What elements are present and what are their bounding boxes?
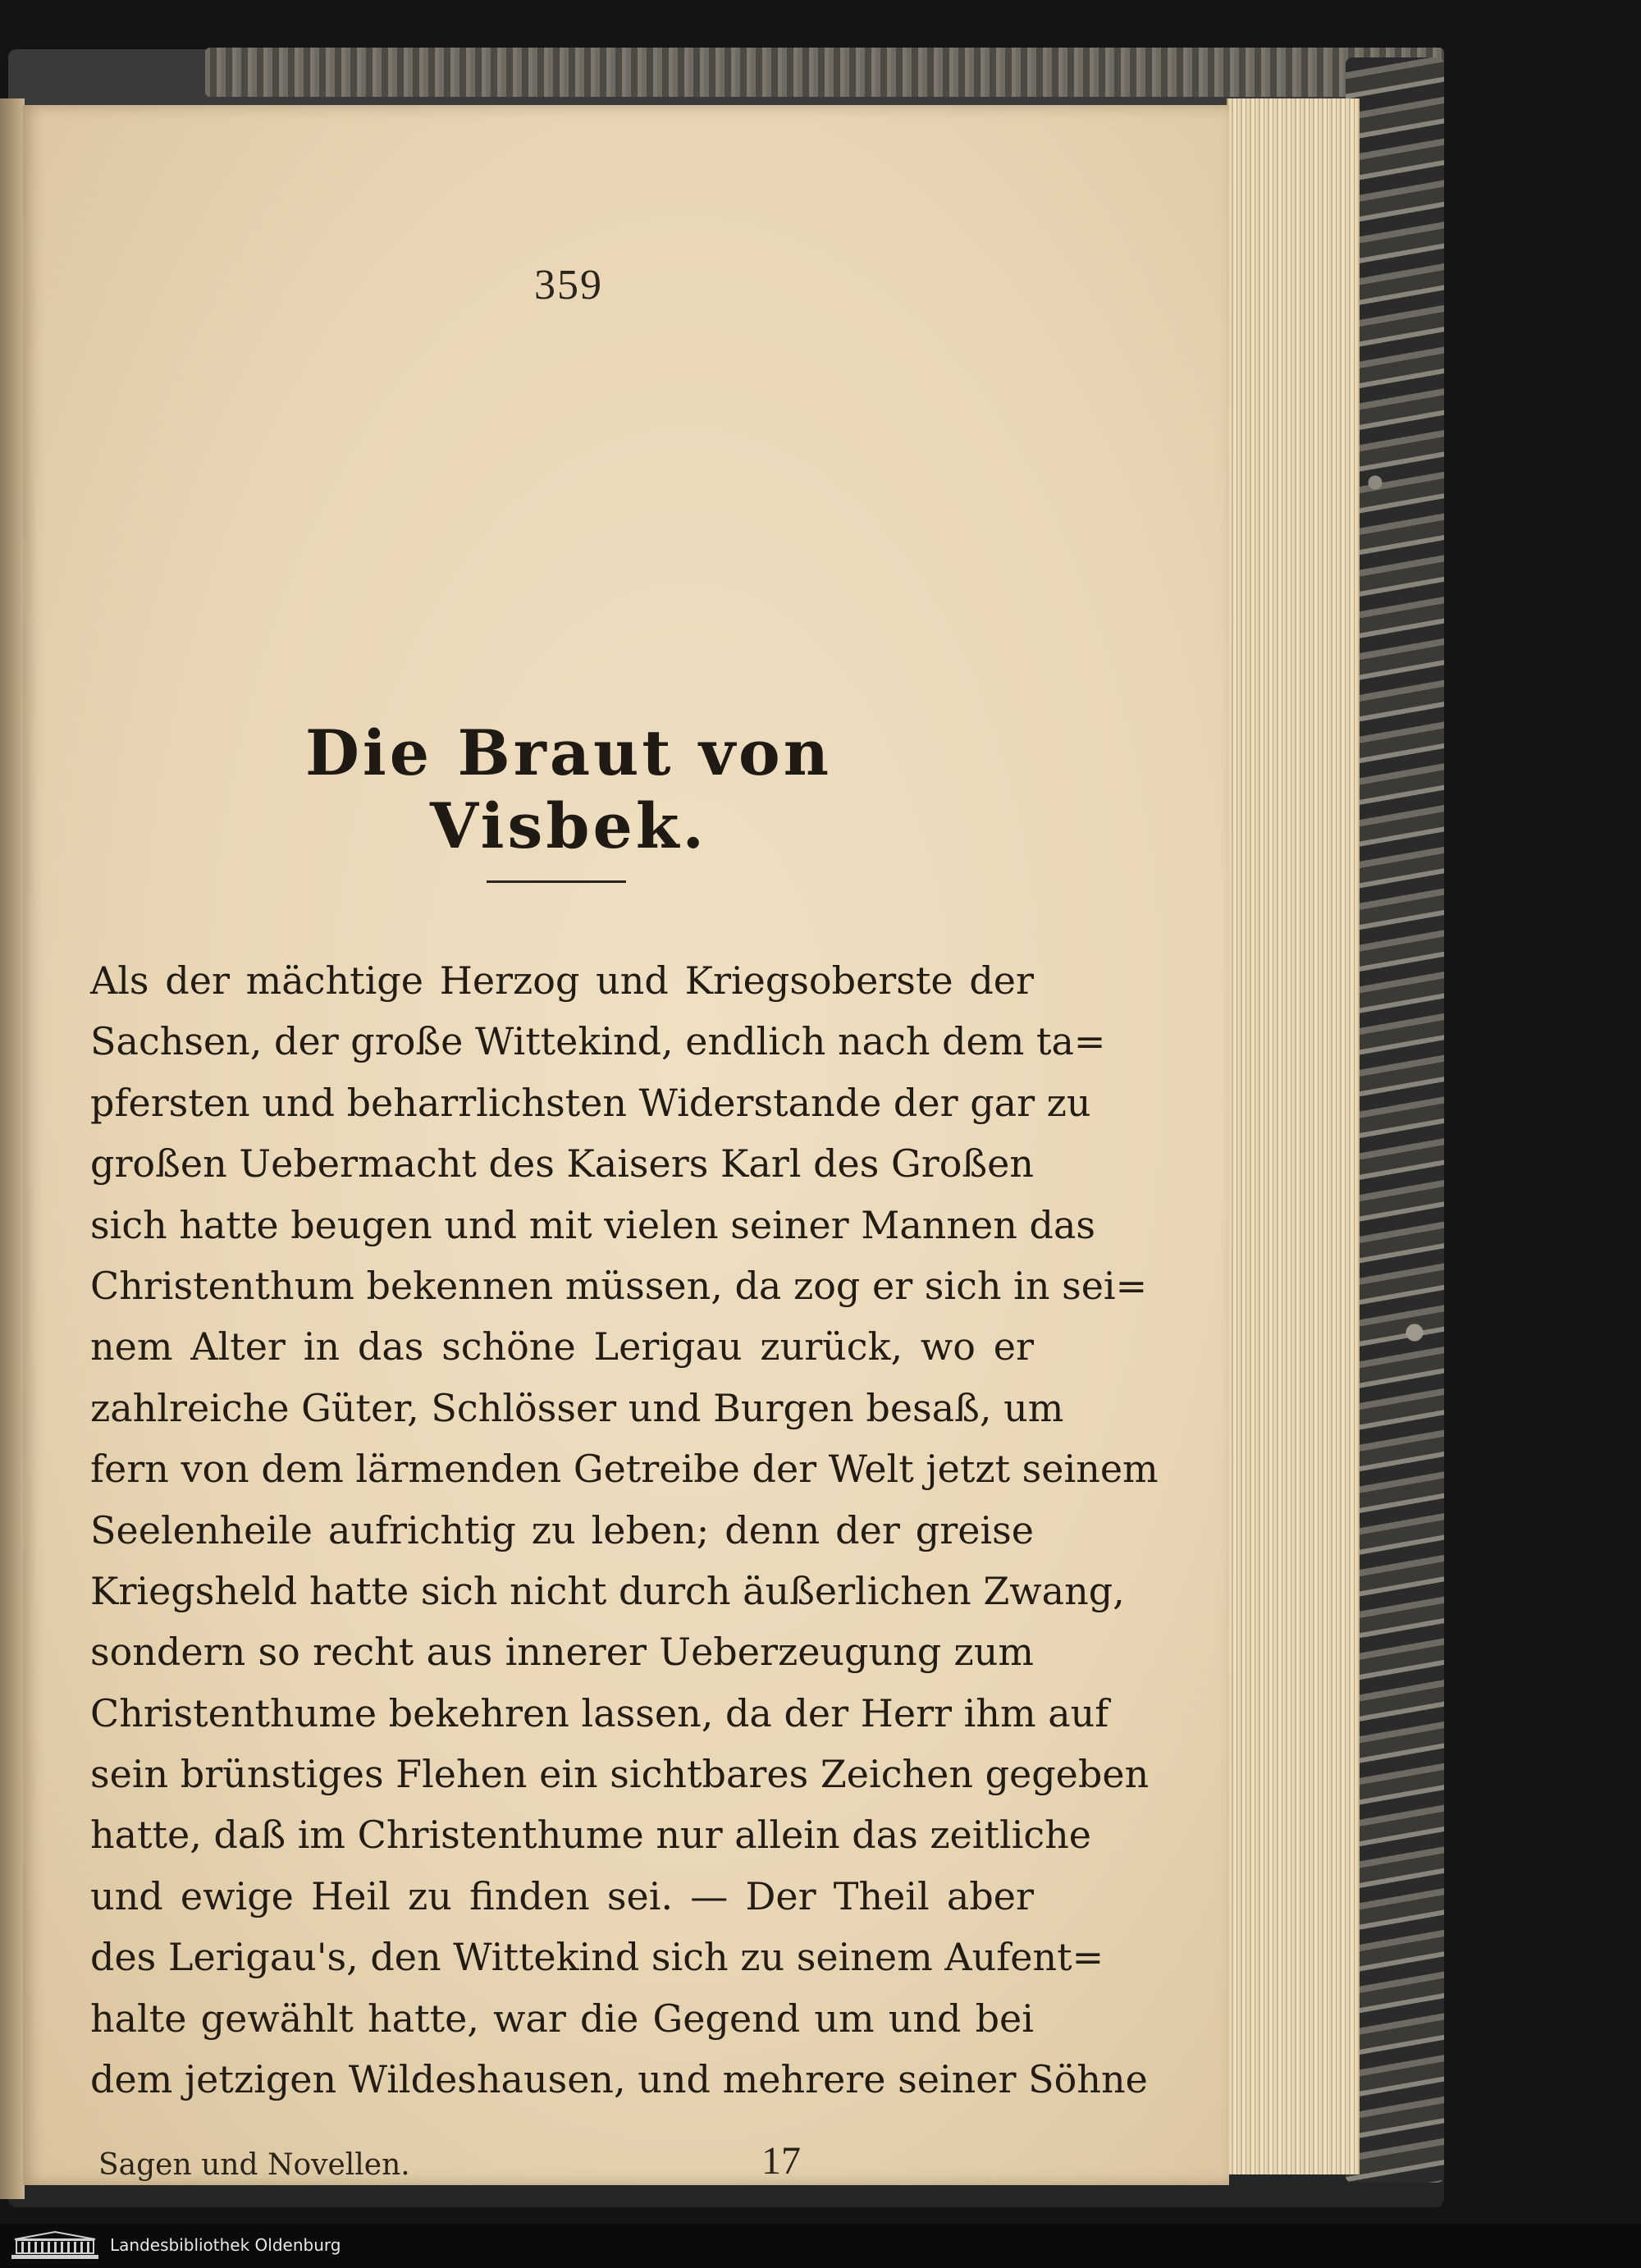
text-line: nem Alter in das schöne Lerigau zurück, wo er xyxy=(90,1324,1034,1369)
text-line: sich hatte beugen und mit vielen seiner Mannen das xyxy=(90,1202,1095,1247)
text-line: dem jetzigen Wildeshausen, und mehrere seiner Söhne xyxy=(90,2057,1148,2102)
library-name: Landesbibliothek Oldenburg xyxy=(110,2235,341,2255)
text-line: sein brünstiges Flehen ein sichtbares Zeichen gegeben xyxy=(90,1752,1150,1797)
text-line: Kriegsheld hatte sich nicht durch äußerlichen Zwang, xyxy=(90,1568,1125,1613)
footer-sheet-number: 17 xyxy=(761,2139,801,2183)
page-block-edges xyxy=(1227,98,1360,2174)
cover-top-edge xyxy=(205,48,1444,97)
library-footer-bar xyxy=(0,2224,1641,2268)
text-line: fern von dem lärmenden Getreibe der Welt jetzt seinem xyxy=(90,1447,1159,1492)
chapter-title: Die Braut von Visbek. xyxy=(304,716,833,862)
text-line: und ewige Heil zu finden sei. — Der Theil aber xyxy=(90,1873,1034,1918)
text-line: Seelenheile aufrichtig zu leben; denn der greise xyxy=(90,1507,1034,1552)
text-line: Sachsen, der große Wittekind, endlich nach dem ta= xyxy=(90,1019,1106,1064)
text-line: Christenthume bekehren lassen, da der Herr ihm auf xyxy=(90,1690,1109,1735)
text-line: Als der mächtige Herzog und Kriegsoberste der xyxy=(90,958,1034,1003)
title-divider xyxy=(487,880,626,883)
text-line: pfersten und beharrlichsten Widerstande der gar zu xyxy=(90,1080,1091,1125)
text-line: sondern so recht aus innerer Ueberzeugung zum xyxy=(90,1630,1034,1675)
text-line: zahlreiche Güter, Schlösser und Burgen besaß, um xyxy=(90,1385,1064,1430)
page-number: 359 xyxy=(534,262,603,309)
text-line: halte gewählt hatte, war die Gegend um und bei xyxy=(90,1996,1034,2041)
library-building-icon xyxy=(10,2230,100,2261)
text-line: Christenthum bekennen müssen, da zog er sich in sei= xyxy=(90,1263,1148,1308)
book-spine xyxy=(1346,57,1444,2183)
footer-signature: Sagen und Novellen. xyxy=(98,2148,410,2182)
book-page xyxy=(23,105,1229,2185)
text-line: großen Uebermacht des Kaisers Karl des Großen xyxy=(90,1141,1034,1187)
text-line: des Lerigau's, den Wittekind sich zu seinem Aufent= xyxy=(90,1935,1104,1980)
text-line: hatte, daß im Christenthume nur allein das zeitliche xyxy=(90,1813,1092,1858)
body-text xyxy=(90,950,1159,2110)
left-facing-page xyxy=(0,98,25,2199)
